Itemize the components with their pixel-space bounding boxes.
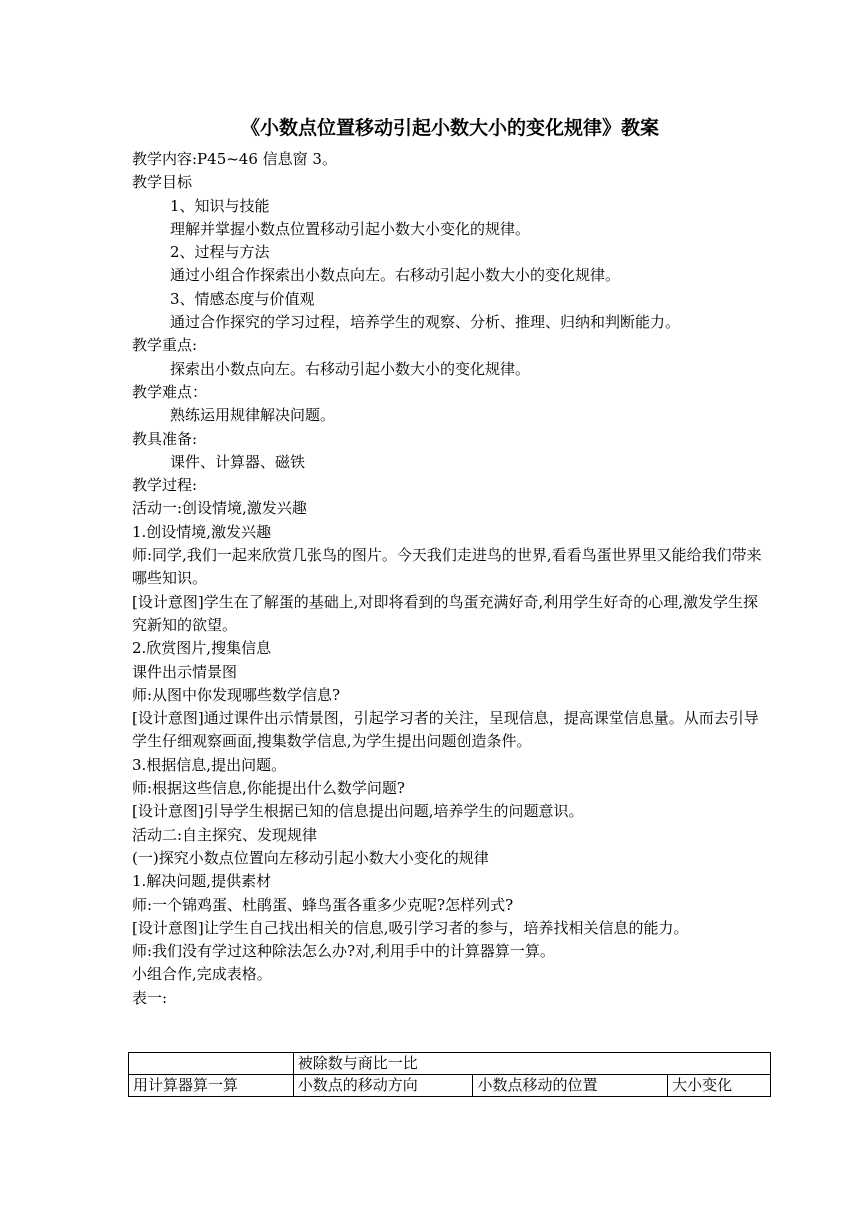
document-body	[132, 148, 772, 1010]
subsection-heading: 3、情感态度与价值观	[170, 289, 315, 308]
table-caption: 表一:	[132, 988, 168, 1007]
step-heading: 1.创设情境,激发兴趣	[132, 522, 272, 541]
text-line: 小组合作,完成表格。	[132, 965, 272, 984]
section-heading: 教具准备:	[132, 429, 198, 448]
text-line: 通过小组合作探索出小数点向左。右移动引起小数大小的变化规律。	[170, 266, 621, 285]
table-row	[129, 1053, 771, 1075]
text-line: 师:一个锦鸡蛋、杜鹃蛋、蜂鸟蛋各重多少克呢?怎样列式?	[132, 895, 514, 914]
text-line: 师:从图中你发现哪些数学信息?	[132, 685, 341, 704]
table-cell: 小数点移动的位置	[473, 1075, 668, 1097]
design-note: [设计意图]学生在了解蛋的基础上,对即将看到的鸟蛋充满好奇,利用学生好奇的心理,激发学生探究新知的欲望。	[132, 592, 759, 634]
section-heading: 教学重点:	[132, 336, 198, 355]
table-cell	[129, 1053, 294, 1075]
text-line: 熟练运用规律解决问题。	[170, 406, 336, 425]
step-heading: 2.欣赏图片,搜集信息	[132, 639, 272, 658]
text-line: 理解并掌握小数点位置移动引起小数大小变化的规律。	[170, 219, 531, 238]
step-heading: (一)探究小数点位置向左移动引起小数大小变化的规律	[132, 848, 489, 867]
text-line: 教学内容:P45~46 信息窗 3。	[132, 150, 337, 168]
subsection-heading: 1、知识与技能	[170, 196, 270, 215]
paragraph: 通过合作探究的学习过程，培养学生的观察、分析、推理、归纳和判断能力。	[170, 313, 681, 332]
section-heading: 教学难点：	[132, 382, 208, 401]
calculation-table	[128, 1052, 771, 1097]
table-cell: 大小变化	[668, 1075, 771, 1097]
table-cell: 被除数与商比一比	[293, 1053, 770, 1075]
section-heading: 教学过程:	[132, 476, 198, 495]
table-cell: 用计算器算一算	[129, 1075, 294, 1097]
table-row	[129, 1075, 771, 1097]
text-line: 课件、计算器、磁铁	[170, 452, 306, 471]
activity-heading: 活动二:自主探究、发现规律	[132, 825, 318, 844]
text-line: 师:我们没有学过这种除法怎么办?对,利用手中的计算器算一算。	[132, 942, 555, 961]
design-note: [设计意图]引导学生根据已知的信息提出问题,培养学生的问题意识。	[132, 802, 584, 821]
design-note: [设计意图]让学生自己找出相关的信息,吸引学习者的参与，培养找相关信息的能力。	[132, 918, 689, 937]
text-line: 探索出小数点向左。右移动引起小数大小的变化规律。	[170, 359, 531, 378]
table-cell: 小数点的移动方向	[293, 1075, 473, 1097]
step-heading: 1.解决问题,提供素材	[132, 872, 272, 891]
text-line: 课件出示情景图	[132, 662, 238, 681]
subsection-heading: 2、过程与方法	[170, 243, 270, 262]
step-heading: 3.根据信息,提出问题。	[132, 755, 287, 774]
paragraph: 师:同学,我们一起来欣赏几张鸟的图片。今天我们走进鸟的世界,看看鸟蛋世界里又能给我们带来哪些知识。	[132, 546, 762, 588]
text-line: 师:根据这些信息,你能提出什么数学问题?	[132, 779, 405, 798]
document-title: 《小数点位置移动引起小数大小的变化规律》教案	[240, 117, 659, 139]
activity-heading: 活动一:创设情境,激发兴趣	[132, 499, 307, 518]
section-heading: 教学目标	[132, 173, 193, 192]
design-note: [设计意图]通过课件出示情景图，引起学习者的关注，呈现信息，提高课堂信息量。从而去引导学生仔细观察画面,搜集数学信息,为学生提出问题创造条件。	[132, 709, 759, 751]
